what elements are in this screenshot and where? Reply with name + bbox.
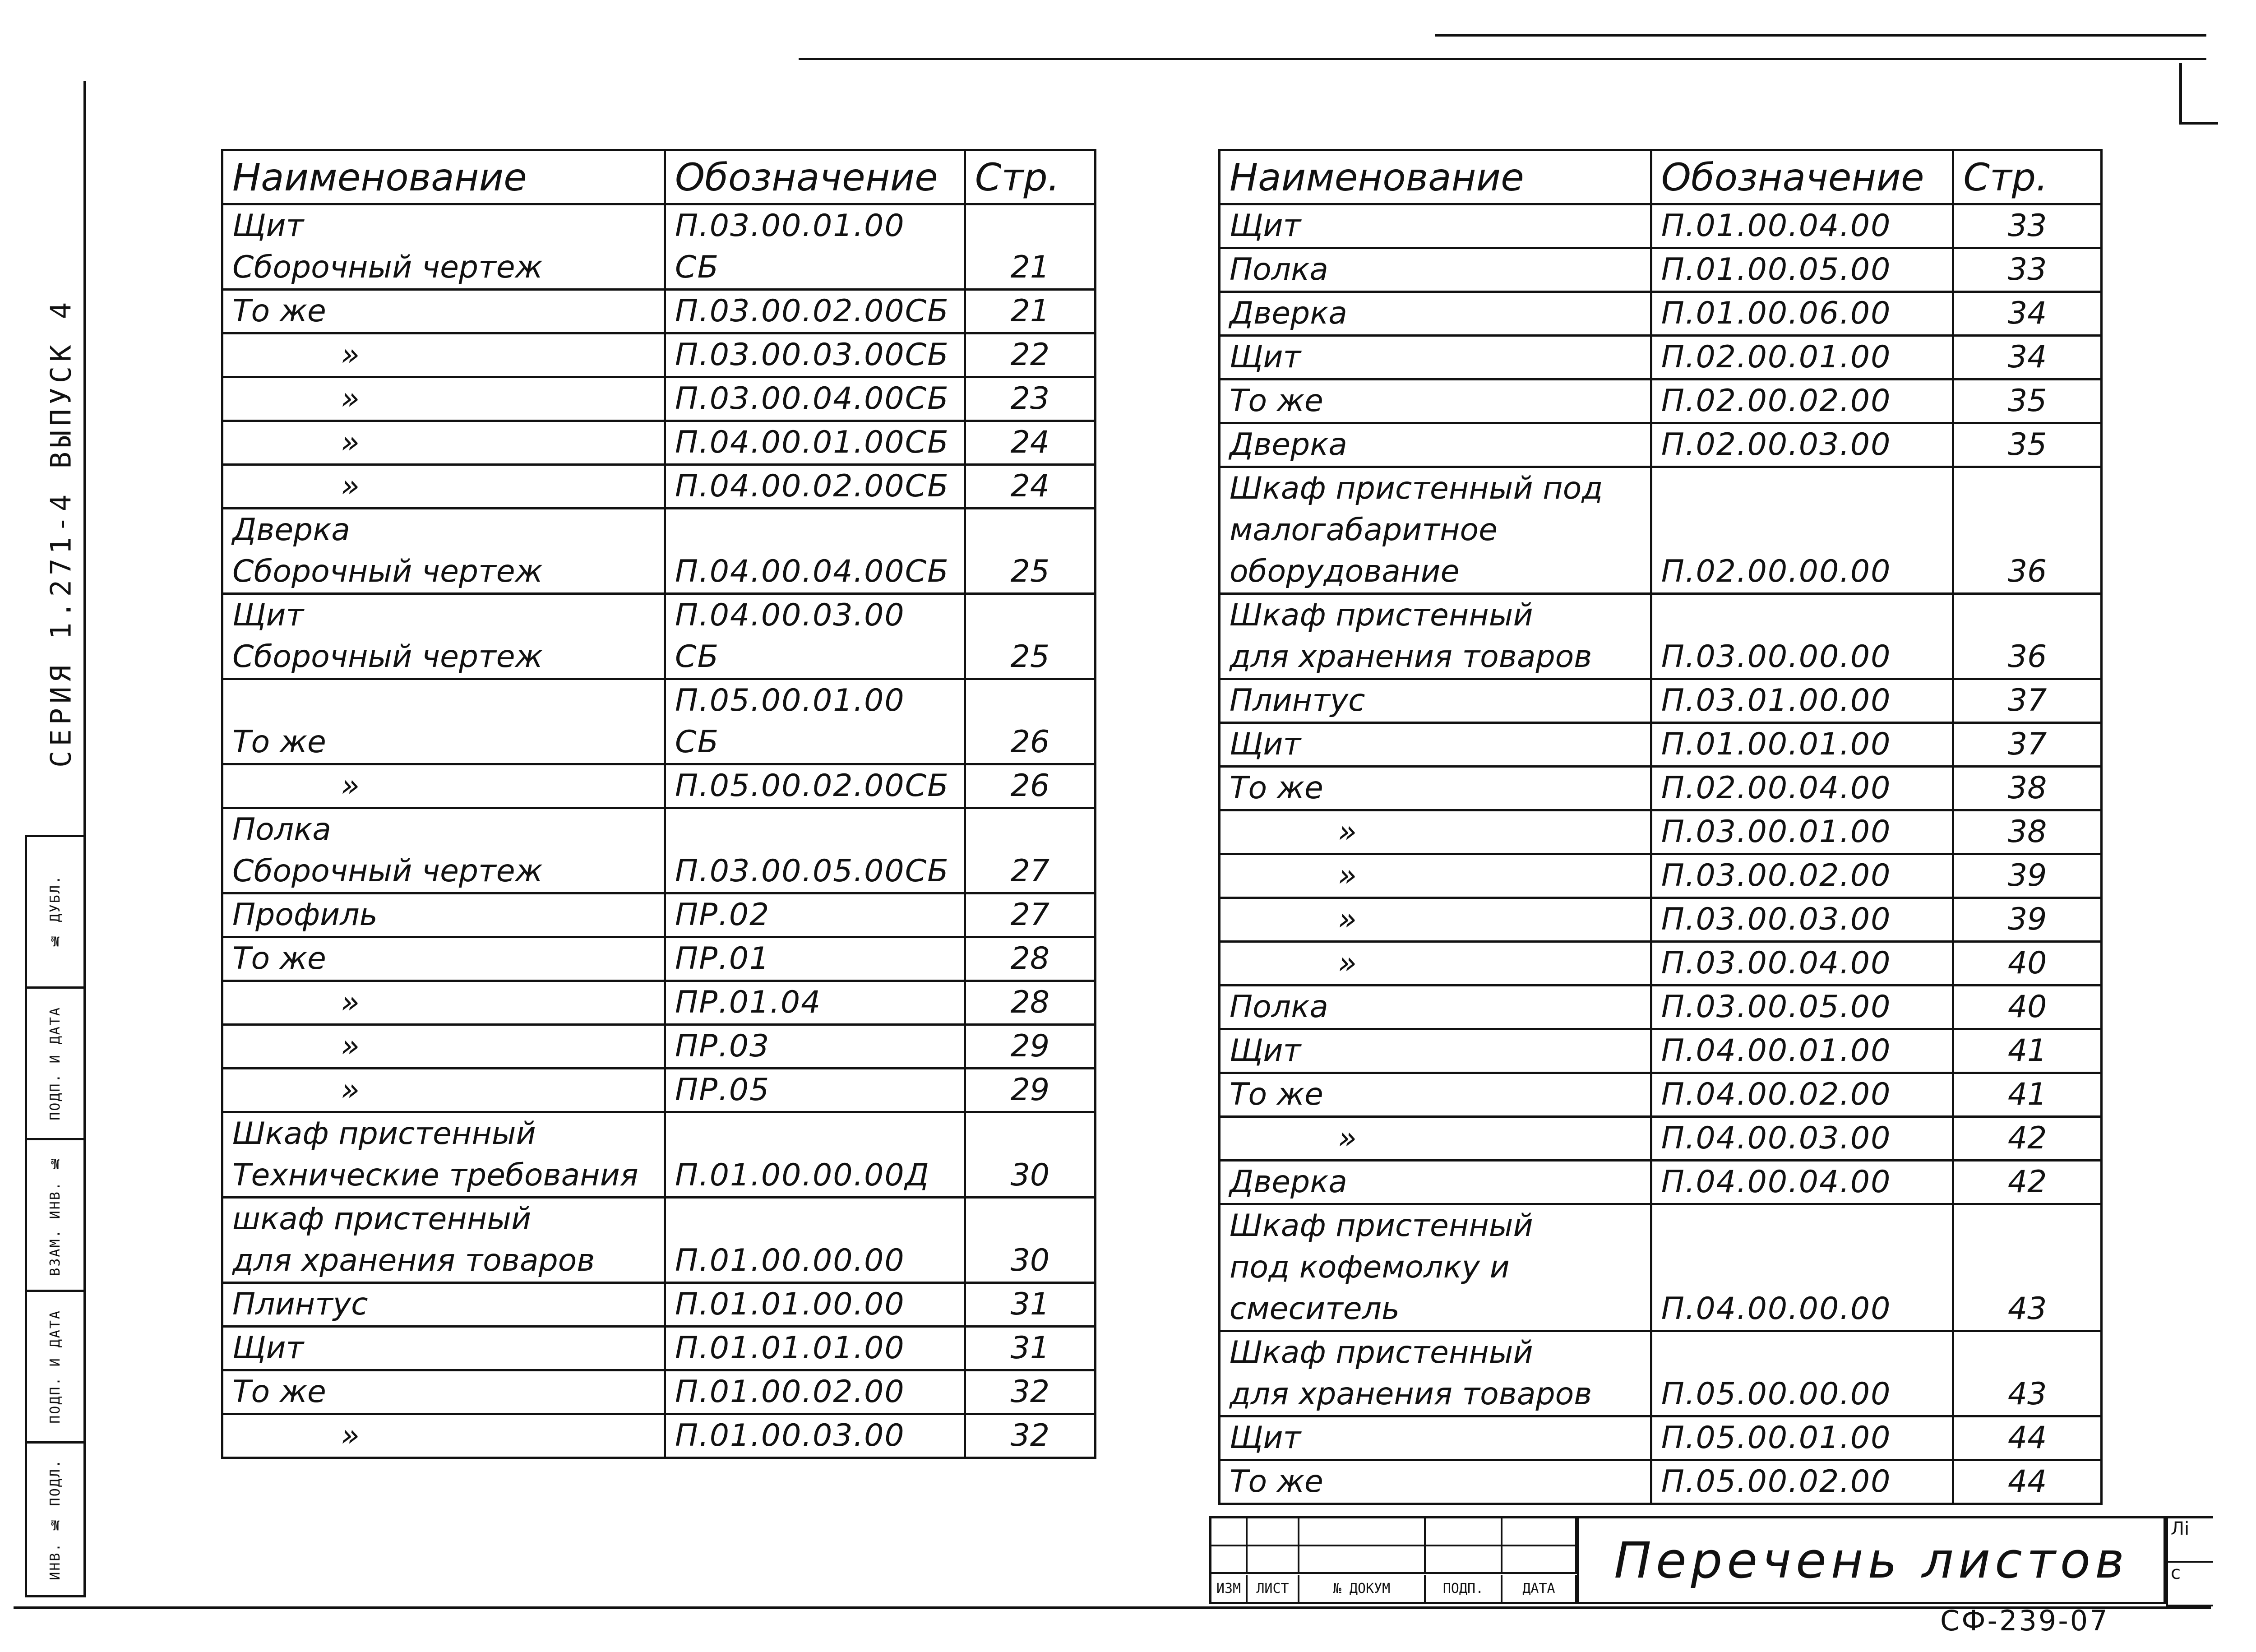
cell-code: П.03.00.01.00 СБ: [665, 204, 965, 290]
cell-name: »: [222, 764, 665, 808]
cell-page: 36: [1953, 594, 2102, 679]
cell-page: 23: [965, 377, 1095, 421]
cell-page: 31: [965, 1283, 1095, 1327]
cell-page: 36: [1953, 467, 2102, 594]
cell-code: П.04.00.03.00 СБ: [665, 594, 965, 679]
cell-name: »: [222, 421, 665, 465]
table-row: [1220, 1204, 2102, 1331]
cell-page: 27: [965, 808, 1095, 893]
cell-code: П.01.00.00.00: [665, 1198, 965, 1283]
table-row: [1220, 204, 2102, 248]
cell-name: Дверка: [1220, 1161, 1651, 1204]
approval-stamp-strip: [25, 835, 86, 1597]
table-row: [222, 937, 1096, 981]
cell-page: 29: [965, 1069, 1095, 1112]
cell-name: Шкаф пристенный Технические требования: [222, 1112, 665, 1198]
cell-name: »: [222, 465, 665, 509]
cell-name: Щит: [1220, 336, 1651, 379]
cell-page: 39: [1953, 898, 2102, 942]
cell-code: П.04.00.01.00СБ: [665, 421, 965, 465]
cell-code: ПР.05: [665, 1069, 965, 1112]
cell-page: 37: [1953, 679, 2102, 723]
cell-name: Полка Сборочный чертеж: [222, 808, 665, 893]
cell-name: »: [222, 1414, 665, 1458]
cell-page: 26: [965, 679, 1095, 764]
cell-code: П.05.00.00.00: [1651, 1331, 1953, 1416]
table-row: [1220, 1073, 2102, 1117]
frame-bottom-border: [14, 1606, 2211, 1609]
cell-page: 22: [965, 333, 1095, 377]
document-code: СФ-239-07: [1940, 1604, 2109, 1637]
table-row: [222, 594, 1096, 679]
cell-code: П.01.01.01.00: [665, 1327, 965, 1370]
revision-label: ПОДП.: [1426, 1575, 1502, 1602]
cell-code: П.03.00.05.00: [1651, 986, 1953, 1029]
cell-code: П.03.00.04.00СБ: [665, 377, 965, 421]
cell-name: Дверка: [1220, 423, 1651, 467]
table-row: [1220, 594, 2102, 679]
cell-name: Щит: [1220, 1029, 1651, 1073]
cell-name: Полка: [1220, 248, 1651, 292]
table-row: [222, 465, 1096, 509]
table-row: [1220, 679, 2102, 723]
table-row: [222, 1112, 1096, 1198]
cell-code: П.01.01.00.00: [665, 1283, 965, 1327]
table-row: [222, 333, 1096, 377]
revision-label: ЛИСТ: [1248, 1575, 1299, 1602]
cell-page: 38: [1953, 767, 2102, 810]
table-row: [1220, 248, 2102, 292]
table-row: [1220, 1460, 2102, 1504]
header-page: Стр.: [1953, 150, 2102, 204]
cell-name: Шкаф пристенный под кофемолку и смеситель: [1220, 1204, 1651, 1331]
table-row: [222, 679, 1096, 764]
table-row: [1220, 292, 2102, 336]
cell-name: То же: [222, 1370, 665, 1414]
cell-name: То же: [222, 290, 665, 333]
cell-code: П.03.00.03.00: [1651, 898, 1953, 942]
cell-page: 41: [1953, 1073, 2102, 1117]
cell-code: П.02.00.00.00: [1651, 467, 1953, 594]
cell-code: П.04.00.00.00: [1651, 1204, 1953, 1331]
table-row: [222, 377, 1096, 421]
frame-top-line: [1435, 34, 2206, 37]
stamp-label: ИНВ. № ПОДЛ.: [47, 1458, 63, 1580]
cell-name: Профиль: [222, 893, 665, 937]
cell-code: П.03.01.00.00: [1651, 679, 1953, 723]
table-row: [1220, 1029, 2102, 1073]
stamp-cell: [27, 989, 83, 1140]
cell-page: 31: [965, 1327, 1095, 1370]
table-row: [222, 204, 1096, 290]
cell-code: П.05.00.02.00СБ: [665, 764, 965, 808]
cell-page: 30: [965, 1112, 1095, 1198]
cell-page: 39: [1953, 854, 2102, 898]
cell-code: П.03.00.02.00СБ: [665, 290, 965, 333]
cell-code: П.04.00.03.00: [1651, 1117, 1953, 1161]
cell-page: 32: [965, 1414, 1095, 1458]
stamp-label: ВЗАМ. ИНВ. №: [47, 1154, 63, 1276]
cell-code: П.04.00.04.00СБ: [665, 509, 965, 594]
table-row: [222, 981, 1096, 1025]
cell-page: 40: [1953, 942, 2102, 986]
cell-name: Полка: [1220, 986, 1651, 1029]
cell-name: Щит Сборочный чертеж: [222, 594, 665, 679]
cell-page: 38: [1953, 810, 2102, 854]
cell-page: 25: [965, 594, 1095, 679]
cell-page: 27: [965, 893, 1095, 937]
cell-name: Щит: [222, 1327, 665, 1370]
table-header-row: [1220, 150, 2102, 204]
stamp-cell: [27, 1444, 83, 1595]
header-code: Обозначение: [1651, 150, 1953, 204]
revision-label: ДАТА: [1502, 1575, 1577, 1602]
table-row: [222, 1414, 1096, 1458]
stamp-label: № ДУБЛ.: [47, 875, 63, 949]
cell-page: 44: [1953, 1416, 2102, 1460]
cell-code: П.05.00.02.00: [1651, 1460, 1953, 1504]
cell-name: То же: [222, 937, 665, 981]
sheet-title: Перечень листов: [1579, 1516, 2166, 1604]
series-label: СЕРИЯ 1.271-4 ВЫПУСК 4: [44, 297, 78, 768]
cell-code: П.01.00.03.00: [665, 1414, 965, 1458]
cell-name: Щит: [1220, 1416, 1651, 1460]
cell-code: П.04.00.01.00: [1651, 1029, 1953, 1073]
cell-code: П.01.00.04.00: [1651, 204, 1953, 248]
cell-page: 30: [965, 1198, 1095, 1283]
cell-code: П.03.00.05.00СБ: [665, 808, 965, 893]
cell-name: Плинтус: [1220, 679, 1651, 723]
stamp-cell: [27, 837, 83, 989]
cell-page: 40: [1953, 986, 2102, 1029]
cell-page: 33: [1953, 204, 2102, 248]
lit-value: с: [2168, 1563, 2213, 1607]
revision-label: ИЗМ: [1211, 1575, 1248, 1602]
cell-code: ПР.03: [665, 1025, 965, 1069]
table-row: [1220, 942, 2102, 986]
cell-name: шкаф пристенный для хранения товаров: [222, 1198, 665, 1283]
cell-code: П.02.00.02.00: [1651, 379, 1953, 423]
cell-code: П.03.00.02.00: [1651, 854, 1953, 898]
cell-name: То же: [222, 679, 665, 764]
table-row: [222, 1069, 1096, 1112]
cell-page: 35: [1953, 379, 2102, 423]
header-name: Наименование: [222, 150, 665, 204]
table-row: [1220, 423, 2102, 467]
table-row: [1220, 1117, 2102, 1161]
cell-page: 26: [965, 764, 1095, 808]
table-row: [222, 1327, 1096, 1370]
cell-code: П.04.00.02.00СБ: [665, 465, 965, 509]
table-row: [1220, 1161, 2102, 1204]
cell-page: 33: [1953, 248, 2102, 292]
cell-name: Дверка: [1220, 292, 1651, 336]
cell-page: 21: [965, 204, 1095, 290]
cell-code: ПР.02: [665, 893, 965, 937]
cell-page: 21: [965, 290, 1095, 333]
cell-name: То же: [1220, 379, 1651, 423]
table-row: [1220, 723, 2102, 767]
cell-name: Шкаф пристенный для хранения товаров: [1220, 594, 1651, 679]
cell-code: П.01.00.01.00: [1651, 723, 1953, 767]
cell-code: П.02.00.03.00: [1651, 423, 1953, 467]
table-row: [1220, 1416, 2102, 1460]
cell-code: П.03.00.03.00СБ: [665, 333, 965, 377]
cell-code: П.01.00.00.00Д: [665, 1112, 965, 1198]
table-row: [1220, 467, 2102, 594]
table-row: [222, 1283, 1096, 1327]
stamp-label: ПОДП. И ДАТА: [47, 1310, 63, 1424]
cell-name: Щит Сборочный чертеж: [222, 204, 665, 290]
header-code: Обозначение: [665, 150, 965, 204]
table-row: [1220, 986, 2102, 1029]
page-number-box: [2179, 63, 2218, 125]
cell-code: П.03.00.00.00: [1651, 594, 1953, 679]
header-page: Стр.: [965, 150, 1095, 204]
table-header-row: [222, 150, 1096, 204]
cell-page: 28: [965, 937, 1095, 981]
cell-page: 43: [1953, 1331, 2102, 1416]
table-row: [1220, 336, 2102, 379]
stamp-cell: [27, 1292, 83, 1444]
table-row: [222, 421, 1096, 465]
table-row: [1220, 898, 2102, 942]
table-row: [222, 1198, 1096, 1283]
cell-code: П.02.00.04.00: [1651, 767, 1953, 810]
lit-label: Лі: [2168, 1518, 2213, 1563]
revision-block: [1209, 1516, 1579, 1604]
cell-name: »: [1220, 810, 1651, 854]
cell-code: П.04.00.02.00: [1651, 1073, 1953, 1117]
cell-name: »: [222, 333, 665, 377]
table-row: [222, 1370, 1096, 1414]
cell-code: П.03.00.04.00: [1651, 942, 1953, 986]
cell-page: 37: [1953, 723, 2102, 767]
cell-name: Щит: [1220, 204, 1651, 248]
cell-name: »: [222, 981, 665, 1025]
cell-name: »: [1220, 1117, 1651, 1161]
cell-code: П.01.00.06.00: [1651, 292, 1953, 336]
cell-page: 29: [965, 1025, 1095, 1069]
cell-name: Шкаф пристенный под малогабаритное оборудование: [1220, 467, 1651, 594]
cell-page: 41: [1953, 1029, 2102, 1073]
cell-name: Шкаф пристенный для хранения товаров: [1220, 1331, 1651, 1416]
revision-label: № ДОКУМ: [1299, 1575, 1426, 1602]
table-row: [1220, 810, 2102, 854]
cell-name: »: [222, 377, 665, 421]
stamp-label: ПОДП. И ДАТА: [47, 1006, 63, 1120]
table-row: [222, 893, 1096, 937]
cell-page: 42: [1953, 1161, 2102, 1204]
cell-name: То же: [1220, 1460, 1651, 1504]
cell-name: »: [1220, 898, 1651, 942]
cell-name: »: [222, 1069, 665, 1112]
cell-code: П.02.00.01.00: [1651, 336, 1953, 379]
cell-code: ПР.01: [665, 937, 965, 981]
cell-name: Плинтус: [222, 1283, 665, 1327]
table-row: [222, 808, 1096, 893]
cell-name: »: [222, 1025, 665, 1069]
cell-name: То же: [1220, 1073, 1651, 1117]
cell-name: Дверка Сборочный чертеж: [222, 509, 665, 594]
table-row: [1220, 854, 2102, 898]
cell-code: П.01.00.02.00: [665, 1370, 965, 1414]
stamp-cell: [27, 1140, 83, 1292]
table-row: [222, 764, 1096, 808]
table-row: [222, 509, 1096, 594]
cell-page: 24: [965, 421, 1095, 465]
table-row: [1220, 1331, 2102, 1416]
cell-code: П.05.00.01.00: [1651, 1416, 1953, 1460]
cell-page: 34: [1953, 292, 2102, 336]
cell-page: 42: [1953, 1117, 2102, 1161]
cell-page: 28: [965, 981, 1095, 1025]
table-row: [1220, 379, 2102, 423]
cell-page: 25: [965, 509, 1095, 594]
cell-name: Щит: [1220, 723, 1651, 767]
cell-page: 24: [965, 465, 1095, 509]
cell-page: 35: [1953, 423, 2102, 467]
sheet-list-table-right: [1218, 149, 2103, 1505]
cell-name: »: [1220, 854, 1651, 898]
cell-code: П.01.00.05.00: [1651, 248, 1953, 292]
sheet-letter-box: [2166, 1516, 2213, 1606]
table-row: [1220, 767, 2102, 810]
frame-top-line-secondary: [799, 58, 2206, 60]
cell-code: П.05.00.01.00 СБ: [665, 679, 965, 764]
cell-page: 34: [1953, 336, 2102, 379]
header-name: Наименование: [1220, 150, 1651, 204]
table-row: [222, 1025, 1096, 1069]
cell-code: ПР.01.04: [665, 981, 965, 1025]
cell-code: П.04.00.04.00: [1651, 1161, 1953, 1204]
cell-page: 32: [965, 1370, 1095, 1414]
cell-page: 43: [1953, 1204, 2102, 1331]
cell-name: То же: [1220, 767, 1651, 810]
cell-name: »: [1220, 942, 1651, 986]
sheet-list-table-left: [221, 149, 1096, 1459]
cell-page: 44: [1953, 1460, 2102, 1504]
table-row: [222, 290, 1096, 333]
cell-code: П.03.00.01.00: [1651, 810, 1953, 854]
